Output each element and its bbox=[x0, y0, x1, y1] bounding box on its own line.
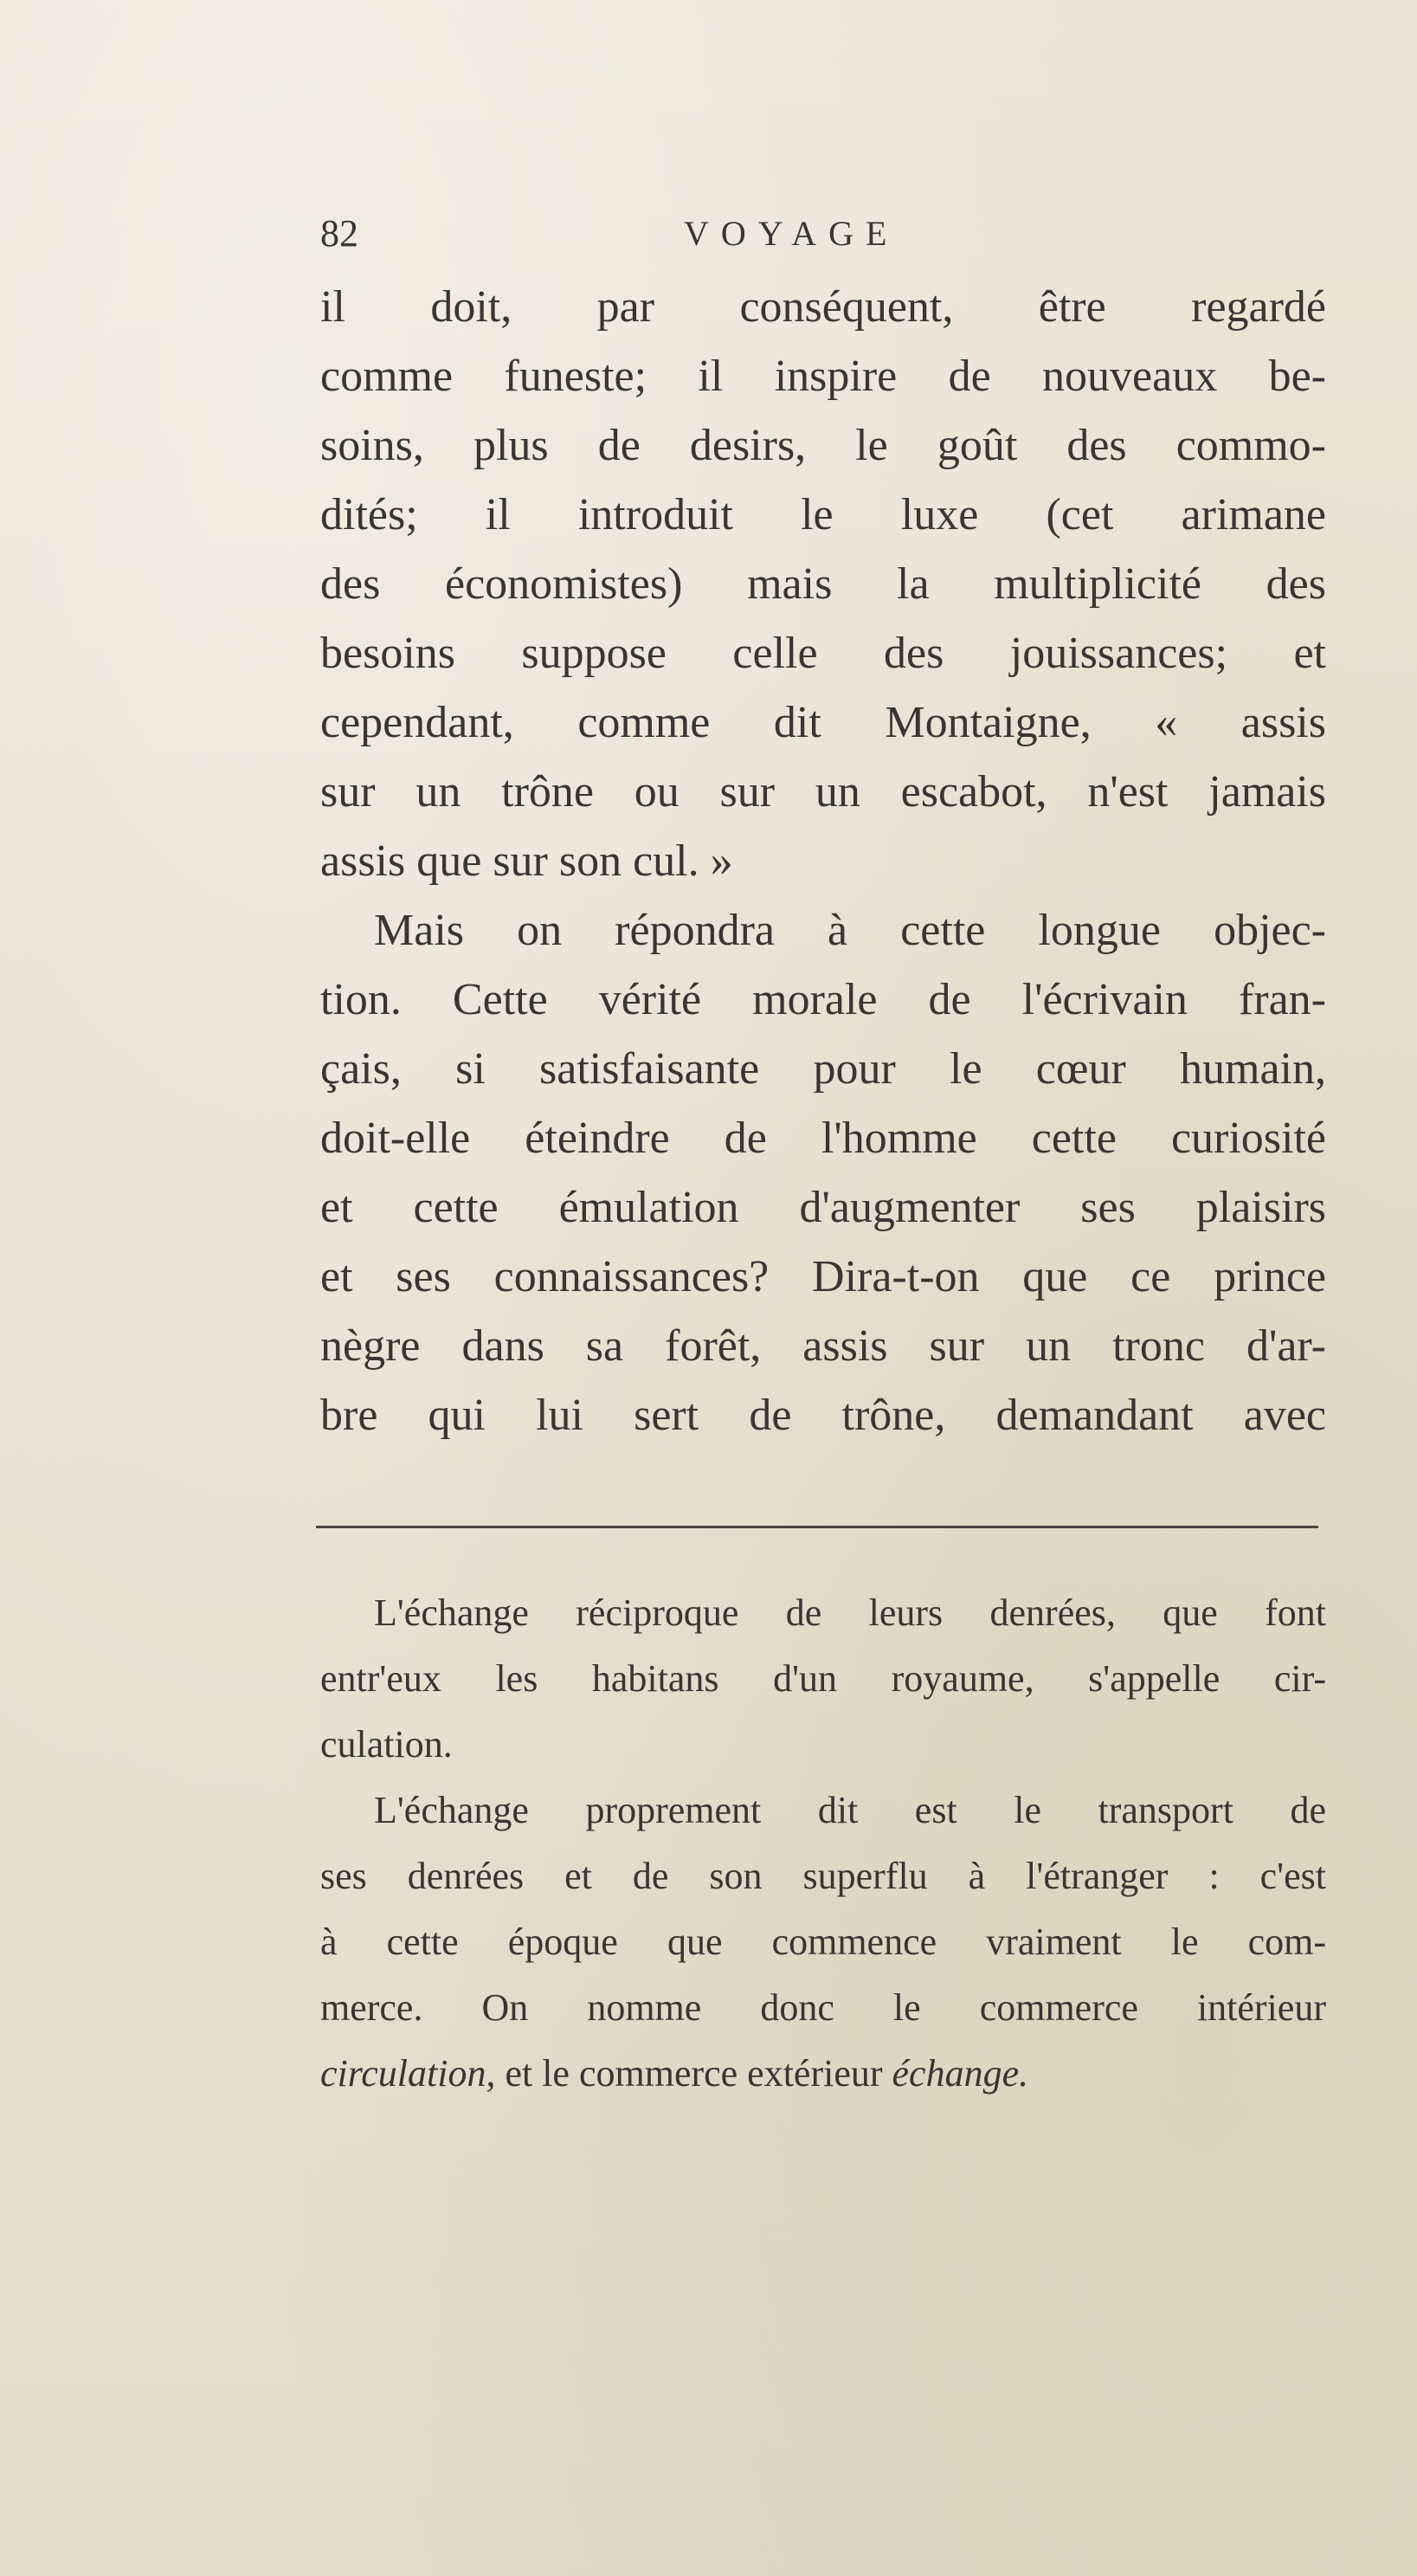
text-line: soins, plus de desirs, le goût des commo- bbox=[320, 421, 1326, 470]
paragraph-start-line: Mais on répondra à cette longue objec- bbox=[374, 906, 1326, 955]
text-line: assis que sur son cul. » bbox=[320, 836, 733, 886]
footnote-last-line: circulation, et le commerce extérieur échange. bbox=[320, 2052, 1029, 2095]
text-line: comme funeste; il inspire de nouveaux be- bbox=[320, 352, 1326, 401]
text-line: et cette émulation d'augmenter ses plaisirs bbox=[320, 1183, 1326, 1232]
footnote-line: L'échange réciproque de leurs denrées, que font bbox=[374, 1591, 1326, 1634]
text-line: dités; il introduit le luxe (cet arimane bbox=[320, 490, 1326, 539]
italic-term-circulation: circulation bbox=[320, 2052, 486, 2095]
footnote-divider bbox=[316, 1526, 1318, 1528]
text-line: tion. Cette vérité morale de l'écrivain fran- bbox=[320, 975, 1326, 1024]
text-line: sur un trône ou sur un escabot, n'est jamais bbox=[320, 767, 1326, 817]
footnote-line: à cette époque que commence vraiment le com- bbox=[320, 1921, 1326, 1963]
text-line: nègre dans sa forêt, assis sur un tronc d'ar- bbox=[320, 1321, 1326, 1371]
footnote-line: L'échange proprement dit est le transport de bbox=[374, 1789, 1326, 1831]
footnote-line: culation. bbox=[320, 1723, 453, 1766]
page-number: 82 bbox=[320, 212, 358, 255]
text-line: bre qui lui sert de trône, demandant avec bbox=[320, 1391, 1326, 1440]
running-head bbox=[320, 208, 1324, 260]
text-line: il doit, par conséquent, être regardé bbox=[320, 282, 1326, 332]
text-line: çais, si satisfaisante pour le cœur humain, bbox=[320, 1044, 1326, 1094]
footnote-line: entr'eux les habitans d'un royaume, s'appelle cir- bbox=[320, 1657, 1326, 1700]
running-title: VOYAGE bbox=[684, 214, 899, 253]
text-line: besoins suppose celle des jouissances; et bbox=[320, 629, 1326, 678]
footnote-line-text: et le commerce extérieur bbox=[505, 2052, 883, 2095]
body-text bbox=[320, 273, 1326, 1450]
text-line: et ses connaissances? Dira-t-on que ce prince bbox=[320, 1252, 1326, 1301]
footnote-line: ses denrées et de son superflu à l'étranger : c'est bbox=[320, 1855, 1326, 1897]
footnotes bbox=[320, 1580, 1326, 2107]
text-line: cependant, comme dit Montaigne, « assis bbox=[320, 698, 1326, 747]
footnote-line: merce. On nomme donc le commerce intérieur bbox=[320, 1986, 1326, 2029]
text-line: doit-elle éteindre de l'homme cette curiosité bbox=[320, 1114, 1326, 1163]
italic-term-echange: échange. bbox=[892, 2052, 1029, 2095]
text-line: des économistes) mais la multiplicité des bbox=[320, 559, 1326, 609]
